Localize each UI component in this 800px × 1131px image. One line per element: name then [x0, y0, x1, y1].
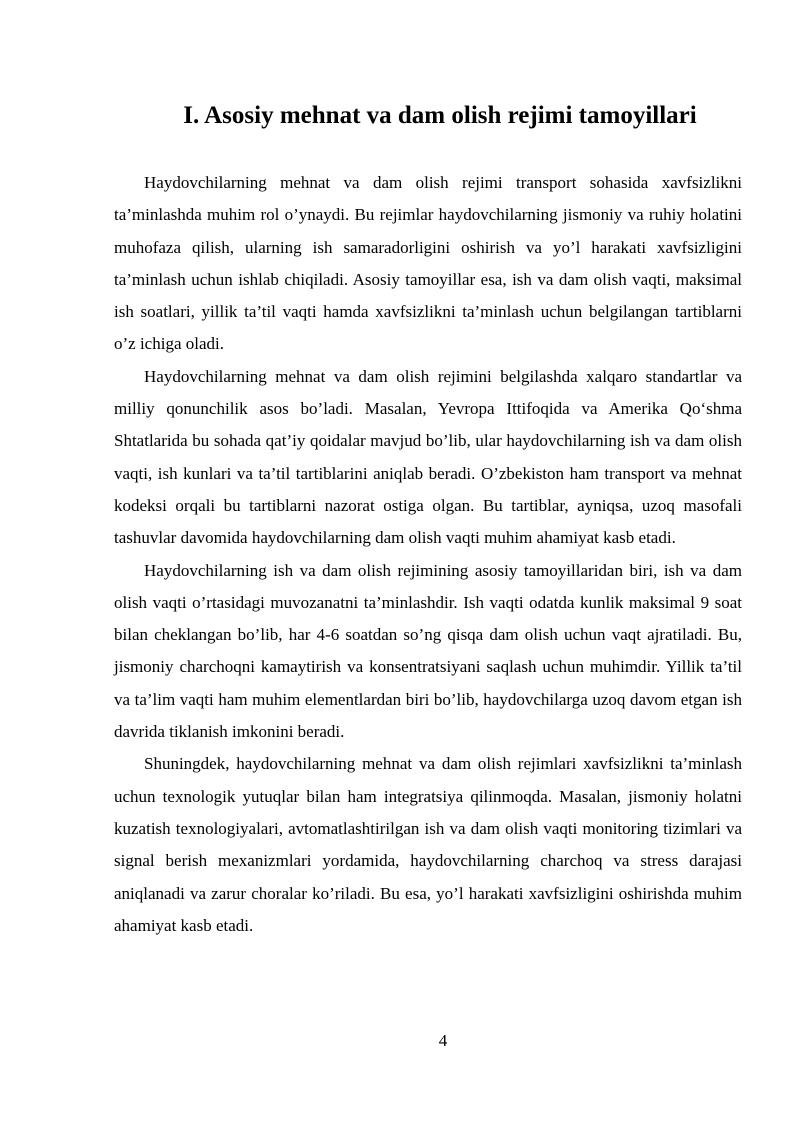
- paragraph-2: Haydovchilarning mehnat va dam olish rejimini belgilashda xalqaro standartlar va milliy qonunchilik asos bo’ladi. Masalan, Yevropa Ittifoqida va Amerika Qo‘shma Shtatlarida bu sohada qat’iy qoidalar mavjud bo’lib, ular haydovchilarning ish va dam olish vaqti, ish kunlari va ta’til tartiblarini aniqlab beradi. O’zbekiston ham transport va mehnat kodeksi orqali bu tartiblarni nazorat ostiga olgan. Bu tartiblar, ayniqsa, uzoq masofali tashuvlar davomida haydovchilarning dam olish vaqti muhim ahamiyat kasb etadi.: [114, 366, 742, 548]
- paragraph-3: Haydovchilarning ish va dam olish rejimining asosiy tamoyillaridan biri, ish va dam olish vaqti o’rtasidagi muvozanatni ta’minlashdir. Ish vaqti odatda kunlik maksimal 9 soat bilan cheklangan bo’lib, har 4-6 soatdan so’ng qisqa dam olish uchun vaqt ajratiladi. Bu, jismoniy charchoqni kamaytirish va konsentratsiyani saqlash uchun muhimdir. Yillik ta’til va ta’lim vaqti ham muhim elementlardan biri bo’lib, haydovchilarga uzoq davom etgan ish davrida tiklanish imkonini beradi.: [114, 560, 742, 742]
- body-text: [114, 167, 742, 942]
- paragraph-4: Shuningdek, haydovchilarning mehnat va dam olish rejimlari xavfsizlikni ta’minlash uchun texnologik yutuqlar bilan ham integratsiya qilinmoqda. Masalan, jismoniy holatni kuzatish texnologiyalari, avtomatlashtirilgan ish va dam olish vaqti monitoring tizimlari va signal berish mexanizmlari yordamida, haydovchilarning charchoq va stress darajasi aniqlanadi va zarur choralar ko’riladi. Bu esa, yo’l harakati xavfsizligini oshirishda muhim ahamiyat kasb etadi.: [114, 754, 742, 935]
- page-title: I. Asosiy mehnat va dam olish rejimi tamoyillari: [183, 102, 697, 129]
- paragraph-1: Haydovchilarning mehnat va dam olish rejimi transport sohasida xavfsizlikni ta’minlashda muhim rol o’ynaydi. Bu rejimlar haydovchilarning jismoniy va ruhiy holatini muhofaza qilish, ularning ish samaradorligini oshirish va yo’l harakati xavfsizligini ta’minlash uchun ishlab chiqiladi. Asosiy tamoyillar esa, ish va dam olish vaqti, maksimal ish soatlari, yillik ta’til vaqti hamda xavfsizlikni ta’minlash uchun belgilangan tartiblarni o’z ichiga oladi.: [114, 173, 742, 354]
- page-number: 4: [438, 1031, 448, 1050]
